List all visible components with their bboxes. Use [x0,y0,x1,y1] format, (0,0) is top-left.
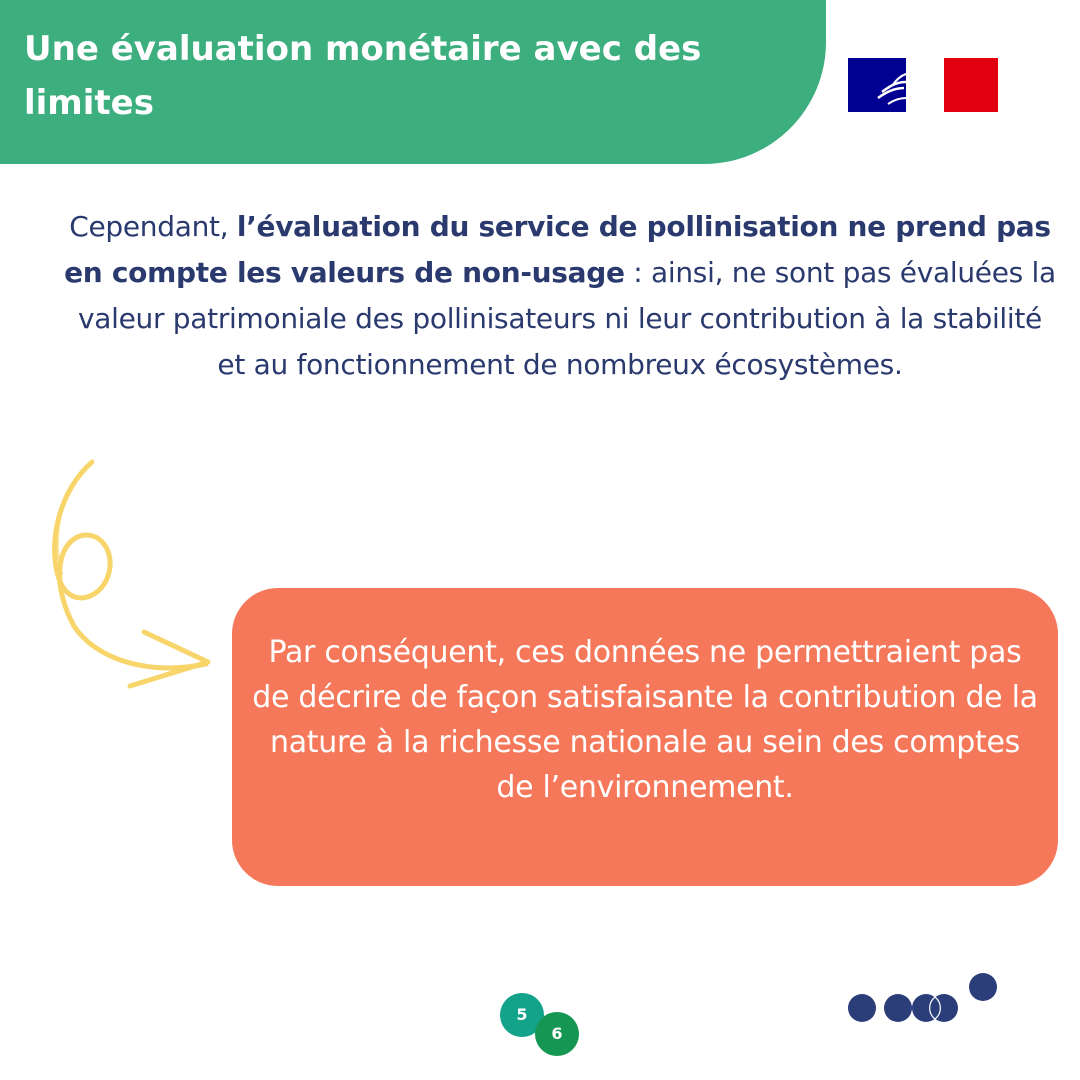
main-paragraph [60,204,1060,388]
conclusion-callout [232,588,1058,886]
continuation-text: : ainsi, ne sont pas évaluées la valeur patrimoniale des pollinisateurs ni leur contribution à la stabilité et au fonctionnement de nombreux écosystèmes. [78,256,1056,381]
callout-text: Par conséquent, ces données ne permettraient pas de décrire de façon satisfaisante la contribution de la nature à la richesse nationale au sein des comptes de l’environnement. [252,635,1038,805]
page-number-badge: 5 [500,993,544,1037]
emphasis-text: l’évaluation du service de pollinisation ne prend pas en compte les valeurs de non-usage [64,210,1051,289]
next-page-badge: 6 [535,1012,579,1056]
french-republic-logo [848,58,998,112]
intro-text: Cependant, [69,210,237,243]
page-title: Une évaluation monétaire avec des limites [24,29,702,123]
curly-arrow-icon [30,450,230,710]
decorative-dots-icon [846,972,1000,1026]
